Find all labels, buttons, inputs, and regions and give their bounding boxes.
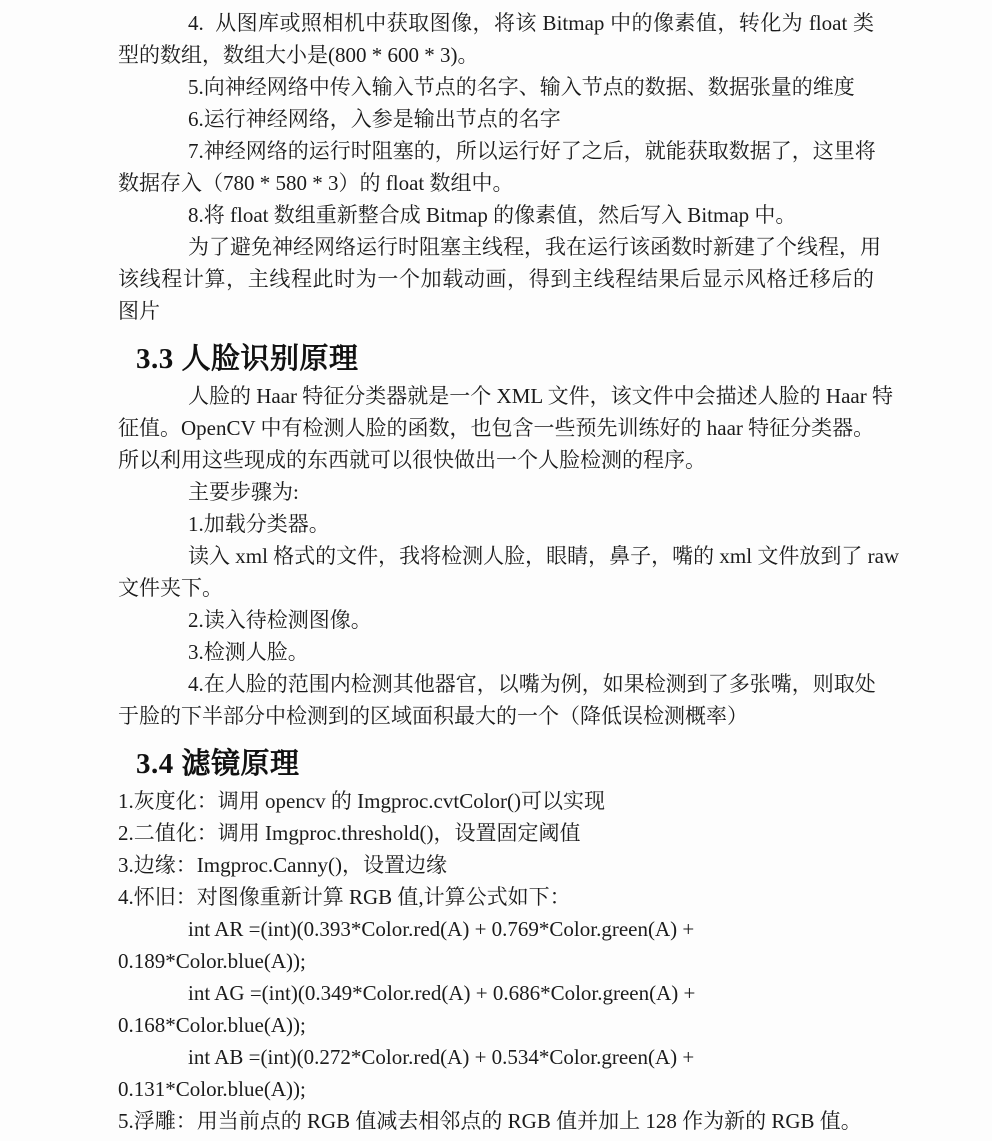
- text-line: 2.读入待检测图像。: [188, 608, 372, 632]
- text-line: 4.在人脸的范围内检测其他器官，以嘴为例，如果检测到了多张嘴，则取处: [188, 672, 876, 696]
- text-line: int AB =(int)(0.272*Color.red(A) + 0.534*Color.green(A) +: [188, 1045, 695, 1069]
- text-line: 4.怀旧：对图像重新计算 RGB 值,计算公式如下：: [118, 885, 571, 909]
- text-line: 为了避免神经网络运行时阻塞主线程，我在运行该函数时新建了个线程，用: [188, 235, 881, 259]
- text-line: 征值。OpenCV 中有检测人脸的函数，也包含一些预先训练好的 haar 特征分类器。: [118, 416, 875, 440]
- text-line: 0.168*Color.blue(A));: [118, 1013, 306, 1037]
- text-line: 于脸的下半部分中检测到的区域面积最大的一个（降低误检测概率）: [118, 704, 748, 728]
- text-line: 文件夹下。: [118, 576, 223, 600]
- text-line: 图片: [118, 299, 160, 323]
- section-heading: 3.4 滤镜原理: [136, 748, 300, 780]
- text-line: 型的数组，数组大小是(800 * 600 * 3)。: [118, 43, 479, 67]
- text-line: 5.浮雕：用当前点的 RGB 值减去相邻点的 RGB 值并加上 128 作为新的 RGB 值。: [118, 1109, 862, 1133]
- text-line: 1.加载分类器。: [188, 512, 330, 536]
- text-line: 3.检测人脸。: [188, 640, 309, 664]
- text-line: 5.向神经网络中传入输入节点的名字、输入节点的数据、数据张量的维度: [188, 75, 855, 99]
- text-line: 所以利用这些现成的东西就可以很快做出一个人脸检测的程序。: [118, 448, 706, 472]
- text-line: 7.神经网络的运行时阻塞的，所以运行好了之后，就能获取数据了，这里将: [188, 139, 876, 163]
- section-heading: 3.3 人脸识别原理: [136, 343, 359, 375]
- text-line: 0.131*Color.blue(A));: [118, 1077, 306, 1101]
- text-line: 4. 从图库或照相机中获取图像，将该 Bitmap 中的像素值，转化为 float 类: [188, 11, 874, 35]
- text-line: 8.将 float 数组重新整合成 Bitmap 的像素值，然后写入 Bitmap 中。: [188, 203, 797, 227]
- text-line: int AG =(int)(0.349*Color.red(A) + 0.686*Color.green(A) +: [188, 981, 696, 1005]
- text-line: 该线程计算，主线程此时为一个加载动画，得到主线程结果后显示风格迁移后的: [118, 267, 874, 291]
- text-line: 0.189*Color.blue(A));: [118, 949, 306, 973]
- text-line: 主要步骤为:: [188, 480, 299, 504]
- document-content: [118, 7, 900, 1137]
- text-line: 数据存入（780 * 580 * 3）的 float 数组中。: [118, 171, 514, 195]
- text-line: 1.灰度化：调用 opencv 的 Imgproc.cvtColor()可以实现: [118, 789, 606, 813]
- text-line: 读入 xml 格式的文件，我将检测人脸，眼睛，鼻子，嘴的 xml 文件放到了 raw: [188, 544, 900, 568]
- text-line: 2.二值化：调用 Imgproc.threshold()，设置固定阈值: [118, 821, 581, 845]
- text-line: 人脸的 Haar 特征分类器就是一个 XML 文件，该文件中会描述人脸的 Haar 特: [188, 384, 893, 408]
- text-line: 3.边缘：Imgproc.Canny()，设置边缘: [118, 853, 447, 877]
- text-line: int AR =(int)(0.393*Color.red(A) + 0.769*Color.green(A) +: [188, 917, 695, 941]
- text-line: 6.运行神经网络，入参是输出节点的名字: [188, 107, 561, 131]
